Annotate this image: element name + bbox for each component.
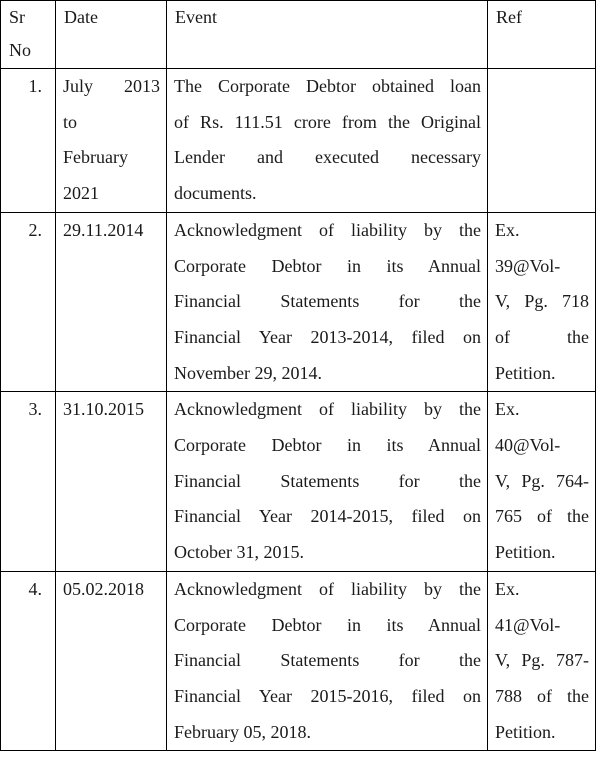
cell-ref-line: V, Pg. 718 xyxy=(495,291,589,312)
cell-sr-no: 1. xyxy=(1,69,56,213)
cell-event xyxy=(167,571,488,751)
cell-event-line: Corporate Debtor in its Annual xyxy=(174,614,481,635)
cell-ref-line: Ex. xyxy=(495,578,520,599)
cell-event-line: Financial Year 2014-2015, filed on xyxy=(174,506,481,527)
cell-date-line: July 2013 xyxy=(63,76,160,96)
header-sr-no xyxy=(1,1,56,69)
cell-event-line: documents. xyxy=(174,183,257,204)
cell-date-line: 29.11.2014 xyxy=(63,219,144,240)
cell-sr-no: 3. xyxy=(1,392,56,572)
cell-date-line: February xyxy=(63,147,128,168)
cell-ref-line: Petition. xyxy=(495,362,556,383)
cell-ref-line: of the xyxy=(495,326,589,347)
table-row xyxy=(1,571,596,751)
cell-ref-line: V, Pg. 764- xyxy=(495,470,589,491)
cell-event xyxy=(167,212,488,392)
cell-date-line: 05.02.2018 xyxy=(63,578,144,599)
cell-event-line: of Rs. 111.51 crore from the Original xyxy=(174,111,481,132)
cell-date-line: 31.10.2015 xyxy=(63,399,144,420)
table-row xyxy=(1,392,596,572)
cell-event-line: Financial Statements for the xyxy=(174,470,481,491)
cell-event-line: November 29, 2014. xyxy=(174,362,322,383)
cell-event-line: Corporate Debtor in its Annual xyxy=(174,255,481,276)
header-event: Event xyxy=(167,1,488,69)
header-date: Date xyxy=(56,1,167,69)
cell-ref-line: 41@Vol- xyxy=(495,614,561,635)
cell-event xyxy=(167,69,488,213)
cell-ref-line: Ex. xyxy=(495,219,520,240)
cell-event-line: Financial Year 2015-2016, filed on xyxy=(174,685,481,706)
header-ref: Ref xyxy=(488,1,596,69)
cell-event-line: Financial Year 2013-2014, filed on xyxy=(174,326,481,347)
cell-ref-line: 39@Vol- xyxy=(495,255,561,276)
event-table-body xyxy=(1,1,596,751)
cell-event-line: Corporate Debtor in its Annual xyxy=(174,435,481,456)
cell-ref-line: Ex. xyxy=(495,399,520,420)
cell-event-line: February 05, 2018. xyxy=(174,721,311,742)
cell-date-line: 2021 xyxy=(63,183,99,204)
cell-event-line: Acknowledgment of liability by the xyxy=(174,399,481,420)
table-header-row xyxy=(1,1,596,69)
cell-event-line: The Corporate Debtor obtained loan xyxy=(174,76,481,96)
cell-event-line: Acknowledgment of liability by the xyxy=(174,578,481,599)
cell-date xyxy=(56,571,167,751)
cell-event-line: October 31, 2015. xyxy=(174,542,304,563)
header-sr-line: Sr xyxy=(9,7,26,27)
cell-ref xyxy=(488,392,596,572)
cell-ref-line: Petition. xyxy=(495,721,556,742)
cell-date xyxy=(56,392,167,572)
cell-ref xyxy=(488,571,596,751)
cell-event-line: Lender and executed necessary xyxy=(174,147,481,168)
cell-date-line: to xyxy=(63,111,78,132)
table-row xyxy=(1,212,596,392)
cell-ref xyxy=(488,212,596,392)
cell-ref-line: 40@Vol- xyxy=(495,435,561,456)
cell-date xyxy=(56,212,167,392)
cell-ref-line: V, Pg. 787- xyxy=(495,650,589,671)
cell-date xyxy=(56,69,167,213)
cell-ref xyxy=(488,69,596,213)
cell-sr-no: 2. xyxy=(1,212,56,392)
cell-event xyxy=(167,392,488,572)
cell-event-line: Acknowledgment of liability by the xyxy=(174,219,481,240)
table-row xyxy=(1,69,596,213)
cell-sr-no: 4. xyxy=(1,571,56,751)
cell-ref-line: 765 of the xyxy=(495,506,589,527)
cell-event-line: Financial Statements for the xyxy=(174,291,481,312)
cell-event-line: Financial Statements for the xyxy=(174,650,481,671)
header-no-line: No xyxy=(9,40,31,60)
cell-ref-line: Petition. xyxy=(495,542,556,563)
cell-ref-line: 788 of the xyxy=(495,685,589,706)
